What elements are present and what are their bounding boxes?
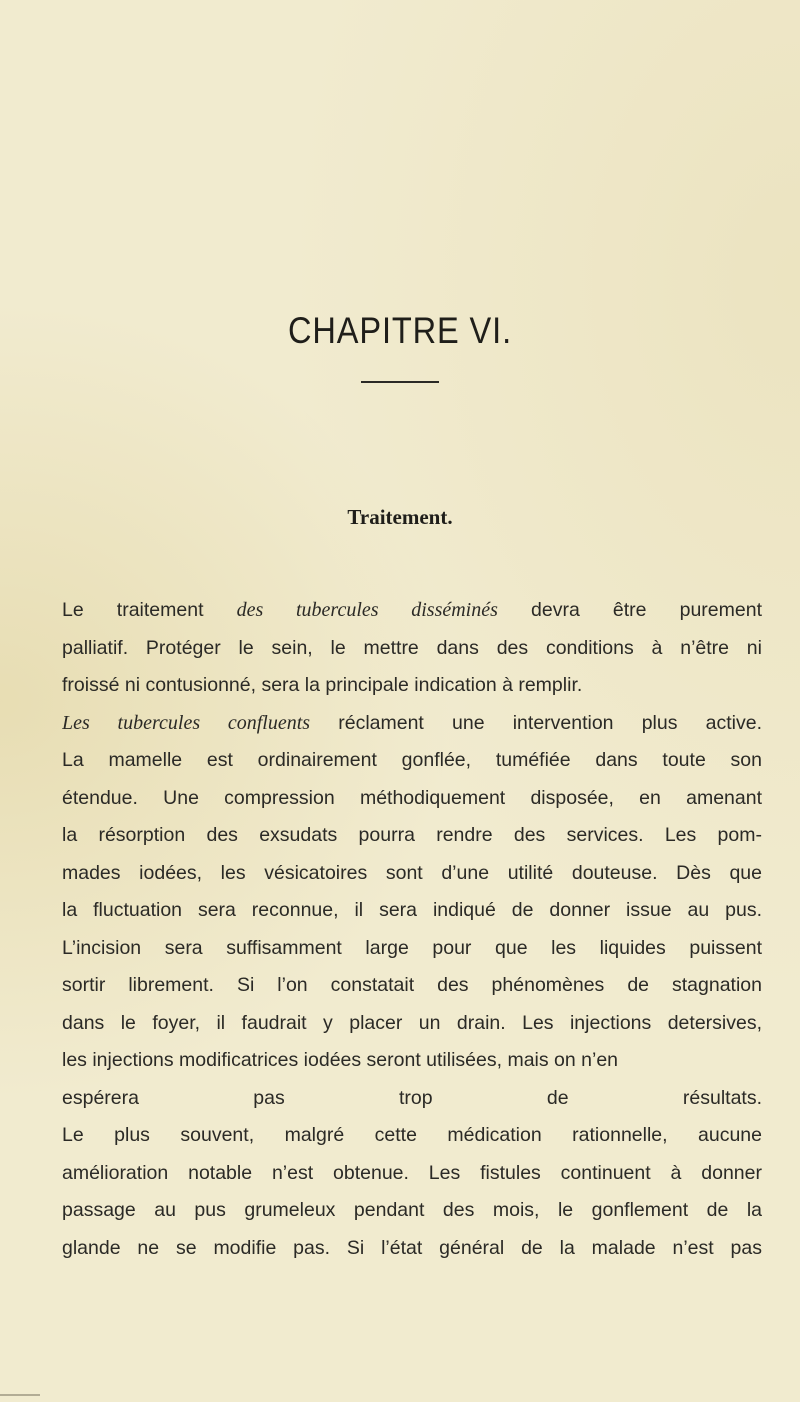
text-run: froissé ni contusionné, sera la principale indication à remplir. <box>62 674 583 696</box>
text-run: espérera pas trop de résultats. <box>62 1086 762 1109</box>
section-heading: Traitement. <box>347 505 453 529</box>
text-run: la fluctuation sera reconnue, il sera indiqué de donner issue au pus. <box>62 899 762 921</box>
emphasis-run: des tubercules disséminés <box>236 599 498 621</box>
text-run: glande ne se modifie pas. Si l’état général de la malade n’est pas <box>62 1236 762 1259</box>
text-run: Le plus souvent, malgré cette médication rationnelle, aucune <box>62 1124 762 1146</box>
text-line <box>62 1117 762 1155</box>
text-run: La mamelle est ordinairement gonflée, tuméfiée dans toute son <box>62 749 762 771</box>
text-run: passage au pus grumeleux pendant des mois, le gonflement de la <box>62 1199 762 1221</box>
text-line <box>62 1005 762 1043</box>
text-line <box>62 930 762 968</box>
text-run: Le traitement <box>62 599 237 621</box>
text-run: étendue. Une compression méthodiquement disposée, en amenant <box>62 786 762 809</box>
text-run: les injections modificatrices iodées seront utilisées, mais on n’en <box>62 1049 619 1071</box>
title-divider <box>361 381 439 383</box>
text-line <box>62 705 762 743</box>
text-run: sortir librement. Si l’on constatait des phénomènes de stagnation <box>62 974 762 996</box>
text-line <box>62 742 762 780</box>
text-run: L’incision sera suffisamment large pour que les liquides puissent <box>62 936 762 959</box>
text-run: devra être purement <box>497 599 762 621</box>
text-run: réclament une intervention plus active. <box>310 711 762 734</box>
page-edge-rule <box>0 1394 40 1396</box>
body-text <box>62 592 762 1267</box>
text-run: dans le foyer, il faudrait y placer un drain. Les injections detersives, <box>62 1011 762 1034</box>
text-line <box>62 592 762 630</box>
text-line <box>62 817 762 855</box>
emphasis-run: Les tubercules confluents <box>62 711 311 734</box>
text-line <box>62 1192 762 1230</box>
text-line <box>62 855 762 893</box>
text-line <box>62 1080 762 1118</box>
text-line <box>62 630 762 668</box>
text-line <box>62 1155 762 1193</box>
text-run: palliatif. Protéger le sein, le mettre dans des conditions à n’être ni <box>62 636 762 659</box>
text-line <box>62 892 762 930</box>
text-line <box>62 1042 762 1080</box>
text-line <box>62 667 762 705</box>
text-run: amélioration notable n’est obtenue. Les fistules continuent à donner <box>62 1161 762 1184</box>
text-line <box>62 1230 762 1268</box>
text-line <box>62 780 762 818</box>
text-line <box>62 967 762 1005</box>
text-run: mades iodées, les vésicatoires sont d’une utilité douteuse. Dès que <box>62 861 762 884</box>
text-run: la résorption des exsudats pourra rendre des services. Les pom- <box>62 824 762 846</box>
chapter-title: CHAPITRE VI. <box>287 310 513 351</box>
